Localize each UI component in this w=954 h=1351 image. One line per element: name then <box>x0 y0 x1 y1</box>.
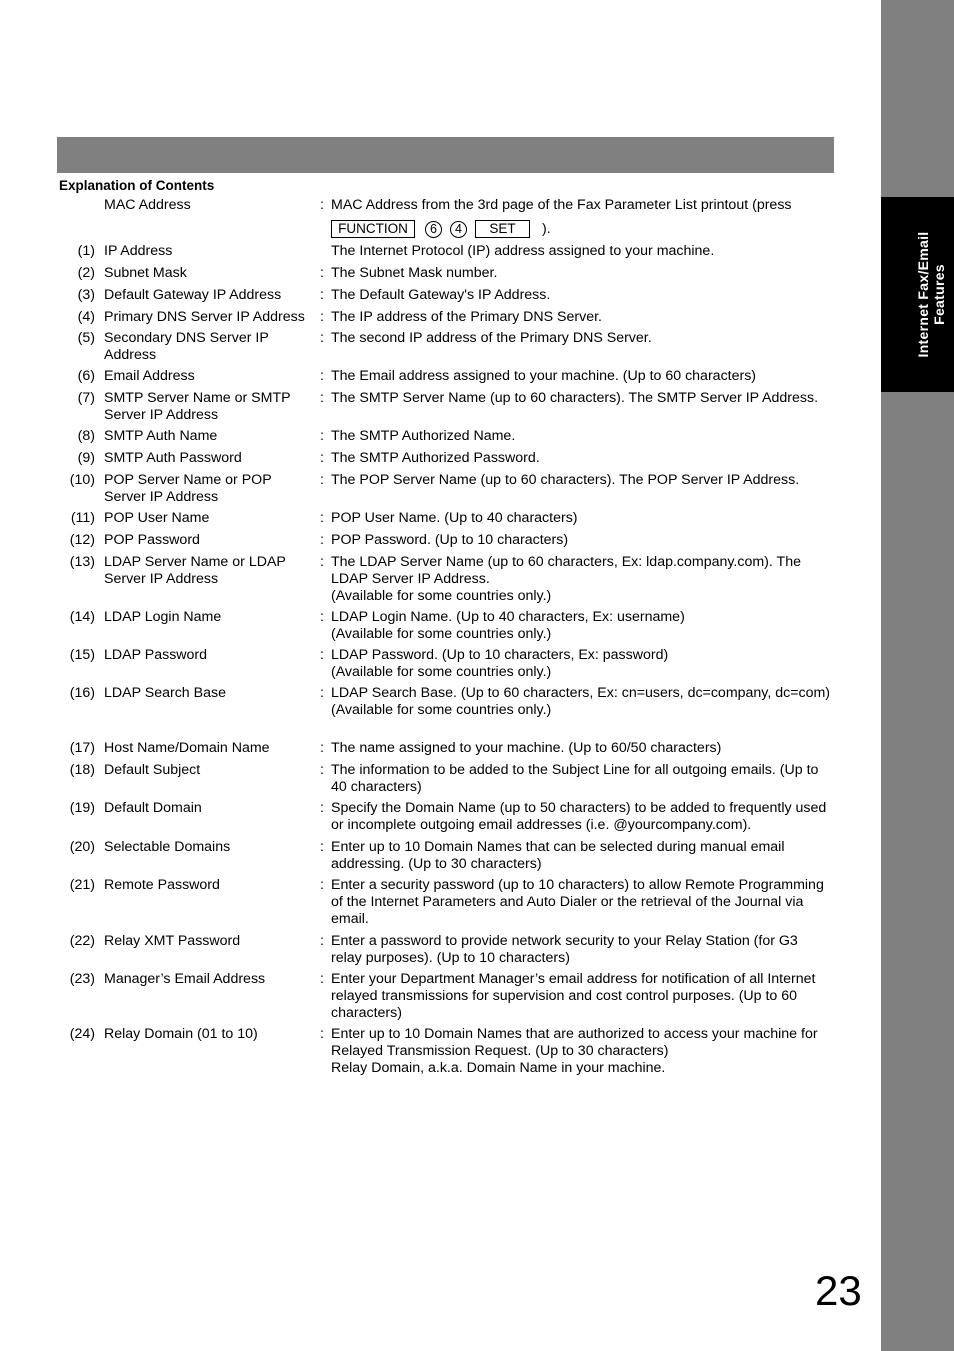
parameter-colon: : <box>320 265 324 281</box>
set-key: SET <box>475 220 530 238</box>
parameter-name: Default Subject <box>104 762 201 778</box>
mac-address-row <box>0 197 881 243</box>
parameter-row <box>0 428 881 450</box>
chapter-tab-line2: Features <box>930 264 947 325</box>
parameter-description: The Default Gateway's IP Address. <box>331 287 551 303</box>
parameter-number: (16) <box>69 685 95 701</box>
parameter-colon: : <box>320 428 324 444</box>
parameter-number: (21) <box>69 877 95 893</box>
parameter-number: (20) <box>69 839 95 855</box>
parameter-row <box>0 554 881 609</box>
section-title: Explanation of Contents <box>59 178 215 193</box>
parameter-description: The Internet Protocol (IP) address assigned to your machine. <box>331 243 715 259</box>
parameter-row <box>0 647 881 685</box>
parameter-number: (19) <box>69 800 95 816</box>
parameter-name: SMTP Auth Name <box>104 428 218 444</box>
parameter-colon: : <box>320 390 324 406</box>
parameter-row <box>0 1026 881 1082</box>
parameter-name: Default Gateway IP Address <box>104 287 282 303</box>
parameter-number: (10) <box>69 472 95 488</box>
parameter-row <box>0 390 881 428</box>
key-sequence-close: ). <box>542 220 551 237</box>
parameter-row <box>0 450 881 472</box>
digit-key-6: 6 <box>425 221 442 238</box>
parameter-description: LDAP Search Base. (Up to 60 characters, Ex: cn=users, dc=company, dc=com) (Available for some countries only.) <box>331 685 831 718</box>
parameter-number: (13) <box>69 554 95 570</box>
parameter-row <box>0 287 881 309</box>
parameter-row <box>0 685 881 740</box>
parameter-row <box>0 933 881 971</box>
function-key: FUNCTION <box>331 220 415 238</box>
parameter-number: (7) <box>77 390 95 406</box>
parameter-description: The name assigned to your machine. (Up to 60/50 characters) <box>331 740 722 756</box>
parameter-row <box>0 368 881 390</box>
parameter-name: Remote Password <box>104 877 220 893</box>
header-bar <box>57 137 834 173</box>
parameter-row <box>0 309 881 330</box>
parameter-name: SMTP Auth Password <box>104 450 242 466</box>
parameter-number: (4) <box>77 309 95 325</box>
parameter-name: IP Address <box>104 243 173 259</box>
parameter-row <box>0 330 881 368</box>
mac-address-label: MAC Address <box>104 197 191 213</box>
parameter-colon: : <box>320 309 324 325</box>
parameter-row <box>0 971 881 1026</box>
parameter-colon: : <box>320 839 324 855</box>
parameter-description: The information to be added to the Subject Line for all outgoing emails. (Up to 40 characters) <box>331 762 819 795</box>
parameter-colon: : <box>320 740 324 756</box>
mac-address-colon: : <box>320 197 324 213</box>
parameter-row <box>0 243 881 265</box>
parameter-description: LDAP Login Name. (Up to 40 characters, Ex: username) (Available for some countries only.) <box>331 609 685 642</box>
parameter-description: Enter your Department Manager’s email address for notification of all Internet relayed transmissions for supervision and cost control purposes. (Up to 60 characters) <box>331 971 816 1021</box>
parameter-row <box>0 740 881 762</box>
parameter-description: The POP Server Name (up to 60 characters). The POP Server IP Address. <box>331 472 800 488</box>
parameter-row <box>0 510 881 532</box>
parameter-name: Primary DNS Server IP Address <box>104 309 305 325</box>
parameter-colon: : <box>320 933 324 949</box>
parameter-row <box>0 839 881 877</box>
page-number: 23 <box>815 1267 862 1314</box>
parameter-colon: : <box>320 368 324 384</box>
parameter-colon: : <box>320 647 324 663</box>
parameter-name: Relay XMT Password <box>104 933 241 949</box>
parameter-number: (24) <box>69 1026 95 1042</box>
parameter-colon: : <box>320 1026 324 1042</box>
parameter-number: (11) <box>70 510 95 526</box>
parameter-description: The SMTP Authorized Password. <box>331 450 540 466</box>
parameter-number: (12) <box>69 532 95 548</box>
chapter-tab-label <box>894 197 954 392</box>
parameter-name: SMTP Server Name or SMTP Server IP Address <box>104 390 291 423</box>
parameter-description: The Subnet Mask number. <box>331 265 498 281</box>
parameter-name: Relay Domain (01 to 10) <box>104 1026 258 1042</box>
parameter-rows <box>0 243 881 1082</box>
parameter-name: LDAP Search Base <box>104 685 226 701</box>
parameter-row <box>0 762 881 800</box>
parameter-row <box>0 800 881 839</box>
parameter-description: Specify the Domain Name (up to 50 characters) to be added to frequently used or incomplete outgoing email addresses (i.e. @yourcompany.com). <box>331 800 827 833</box>
parameter-number: (9) <box>77 450 95 466</box>
chapter-tab-line1: Internet Fax/Email <box>914 231 931 358</box>
parameter-description: The IP address of the Primary DNS Server. <box>331 309 602 325</box>
parameter-colon: : <box>320 510 324 526</box>
parameter-list <box>0 197 881 1082</box>
parameter-name: Email Address <box>104 368 195 384</box>
parameter-number: (6) <box>77 368 95 384</box>
chapter-tab <box>881 197 954 392</box>
parameter-colon: : <box>320 532 324 548</box>
parameter-description: POP User Name. (Up to 40 characters) <box>331 510 578 526</box>
parameter-number: (3) <box>77 287 95 303</box>
parameter-colon: : <box>320 685 324 701</box>
parameter-colon: : <box>320 554 324 570</box>
parameter-description: The LDAP Server Name (up to 60 characters, Ex: ldap.company.com). The LDAP Server IP Address. (Available for some countries only.) <box>331 554 801 604</box>
parameter-colon: : <box>320 800 324 816</box>
parameter-number: (17) <box>69 740 95 756</box>
parameter-row <box>0 609 881 647</box>
parameter-description: LDAP Password. (Up to 10 characters, Ex: password) (Available for some countries only.) <box>331 647 669 680</box>
parameter-row <box>0 472 881 510</box>
parameter-name: Manager’s Email Address <box>104 971 266 987</box>
parameter-name: POP Password <box>104 532 200 548</box>
parameter-colon: : <box>320 877 324 893</box>
parameter-colon: : <box>320 609 324 625</box>
parameter-number: (23) <box>69 971 95 987</box>
parameter-colon: : <box>320 971 324 987</box>
parameter-number: (8) <box>77 428 95 444</box>
parameter-name: POP Server Name or POP Server IP Address <box>104 472 272 505</box>
parameter-row <box>0 532 881 554</box>
parameter-name: LDAP Login Name <box>104 609 222 625</box>
parameter-description: Enter up to 10 Domain Names that can be selected during manual email addressing. (Up to 30 characters) <box>331 839 785 872</box>
parameter-row <box>0 877 881 933</box>
parameter-colon: : <box>320 450 324 466</box>
parameter-description: Enter up to 10 Domain Names that are authorized to access your machine for Relayed Transmission Request. (Up to 30 characters) Relay Domain, a.k.a. Domain Name in your machine. <box>331 1026 818 1076</box>
parameter-colon: : <box>320 762 324 778</box>
parameter-description: The Email address assigned to your machine. (Up to 60 characters) <box>331 368 757 384</box>
mac-address-text: MAC Address from the 3rd page of the Fax Parameter List printout (press <box>331 197 792 213</box>
parameter-description: The SMTP Server Name (up to 60 characters). The SMTP Server IP Address. <box>331 390 819 406</box>
parameter-number: (14) <box>69 609 95 625</box>
parameter-colon: : <box>320 472 324 488</box>
parameter-description: The second IP address of the Primary DNS Server. <box>331 330 652 346</box>
parameter-name: LDAP Server Name or LDAP Server IP Address <box>104 554 286 587</box>
parameter-name: Default Domain <box>104 800 202 816</box>
parameter-description: Enter a security password (up to 10 characters) to allow Remote Programming of the Internet Parameters and Auto Dialer or the retrieval of the Journal via email. <box>331 877 824 927</box>
mac-address-description <box>331 197 831 238</box>
parameter-name: POP User Name <box>104 510 210 526</box>
parameter-number: (5) <box>77 330 95 346</box>
parameter-name: Secondary DNS Server IP Address <box>104 330 269 363</box>
key-sequence <box>331 220 831 238</box>
parameter-name: Host Name/Domain Name <box>104 740 270 756</box>
parameter-name: Selectable Domains <box>104 839 231 855</box>
parameter-number: (2) <box>77 265 95 281</box>
parameter-number: (15) <box>69 647 95 663</box>
parameter-description: The SMTP Authorized Name. <box>331 428 516 444</box>
digit-key-4: 4 <box>450 221 467 238</box>
parameter-row <box>0 265 881 287</box>
parameter-number: (18) <box>69 762 95 778</box>
parameter-number: (1) <box>77 243 95 259</box>
parameter-name: Subnet Mask <box>104 265 187 281</box>
parameter-colon: : <box>320 287 324 303</box>
parameter-name: LDAP Password <box>104 647 208 663</box>
parameter-colon: : <box>320 330 324 346</box>
parameter-description: POP Password. (Up to 10 characters) <box>331 532 569 548</box>
parameter-description: Enter a password to provide network security to your Relay Station (for G3 relay purposes). (Up to 10 characters) <box>331 933 798 966</box>
parameter-number: (22) <box>69 933 95 949</box>
